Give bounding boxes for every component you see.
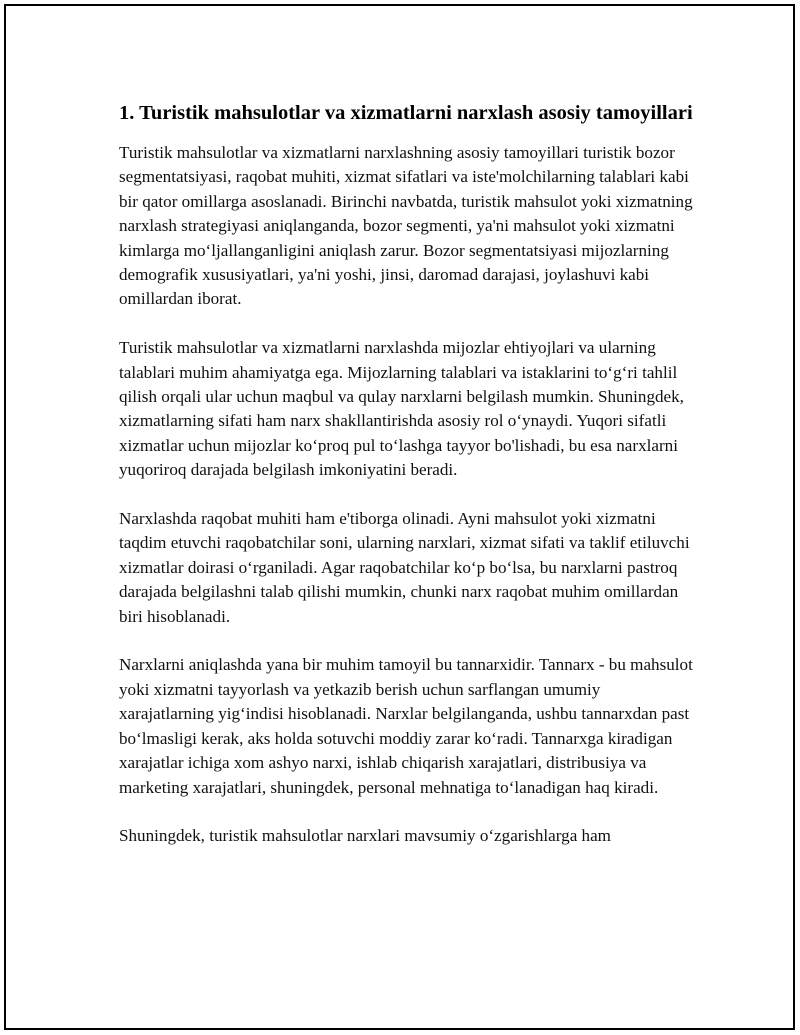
section-heading: 1. Turistik mahsulotlar va xizmatlarni narxlash asosiy tamoyillari bbox=[119, 102, 693, 124]
paragraph-competition: Narxlashda raqobat muhiti ham e'tiborga olinadi. Ayni mahsulot yoki xizmatni taqdim etuvchi raqobatchilar soni, ularning narxlari, xizmat sifati va taklif etiluvchi xizmatlar doirasi o‘rganiladi. Agar raqobatchilar ko‘p bo‘lsa, bu narxlarni pastroq darajada belgilashni talab qilishi mumkin, chunki narx raqobat muhim omillardan biri hisoblanadi. bbox=[119, 509, 690, 626]
paragraph-segmentation: Turistik mahsulotlar va xizmatlarni narxlashning asosiy tamoyillari turistik bozor segmentatsiyasi, raqobat muhiti, xizmat sifatlari va iste'molchilarning talablari kabi bir qator omillarga asoslanadi. Birinchi navbatda, turistik mahsulot yoki xizmatning narxlash strategiyasi aniqlanganda, bozor segmenti, ya'ni mahsulot yoki xizmatni kimlarga mo‘ljallanganligini aniqlash zarur. Bozor segmentatsiyasi mijozlarning demografik xususiyatlari, ya'ni yoshi, jinsi, daromad darajasi, joylashuvi kabi omillardan iborat. bbox=[119, 143, 693, 309]
paragraph-seasonality: Shuningdek, turistik mahsulotlar narxlari mavsumiy o‘zgarishlarga ham bbox=[119, 826, 611, 846]
paragraph-cost-price: Narxlarni aniqlashda yana bir muhim tamoyil bu tannarxidir. Tannarx - bu mahsulot yoki xizmatni tayyorlash va yetkazib berish uchun sarflangan umumiy xarajatlarning yig‘indisi hisoblanadi. Narxlar belgilanganda, ushbu tannarxdan past bo‘lmasligi kerak, aks holda sotuvchi moddiy zarar ko‘radi. Tannarxga kiradigan xarajatlar ichiga xom ashyo narxi, ishlab chiqarish xarajatlari, distribusiya va marketing xarajatlari, shuningdek, personal mehnatiga to‘lanadigan haq kiradi. bbox=[119, 655, 693, 797]
paragraph-customer-needs: Turistik mahsulotlar va xizmatlarni narxlashda mijozlar ehtiyojlari va ularning talablari muhim ahamiyatga ega. Mijozlarning talablari va istaklarini to‘g‘ri tahlil qilish orqali ular uchun maqbul va qulay narxlarni belgilash mumkin. Shuningdek, xizmatlarning sifati ham narx shakllantirishda asosiy rol o‘ynaydi. Yuqori sifatli xizmatlar uchun mijozlar ko‘proq pul to‘lashga tayyor bo'lishadi, bu esa narxlarni yuqoriroq darajada belgilash imkoniyatini beradi. bbox=[119, 338, 684, 480]
document-body bbox=[119, 100, 699, 873]
page-frame bbox=[4, 4, 795, 1030]
